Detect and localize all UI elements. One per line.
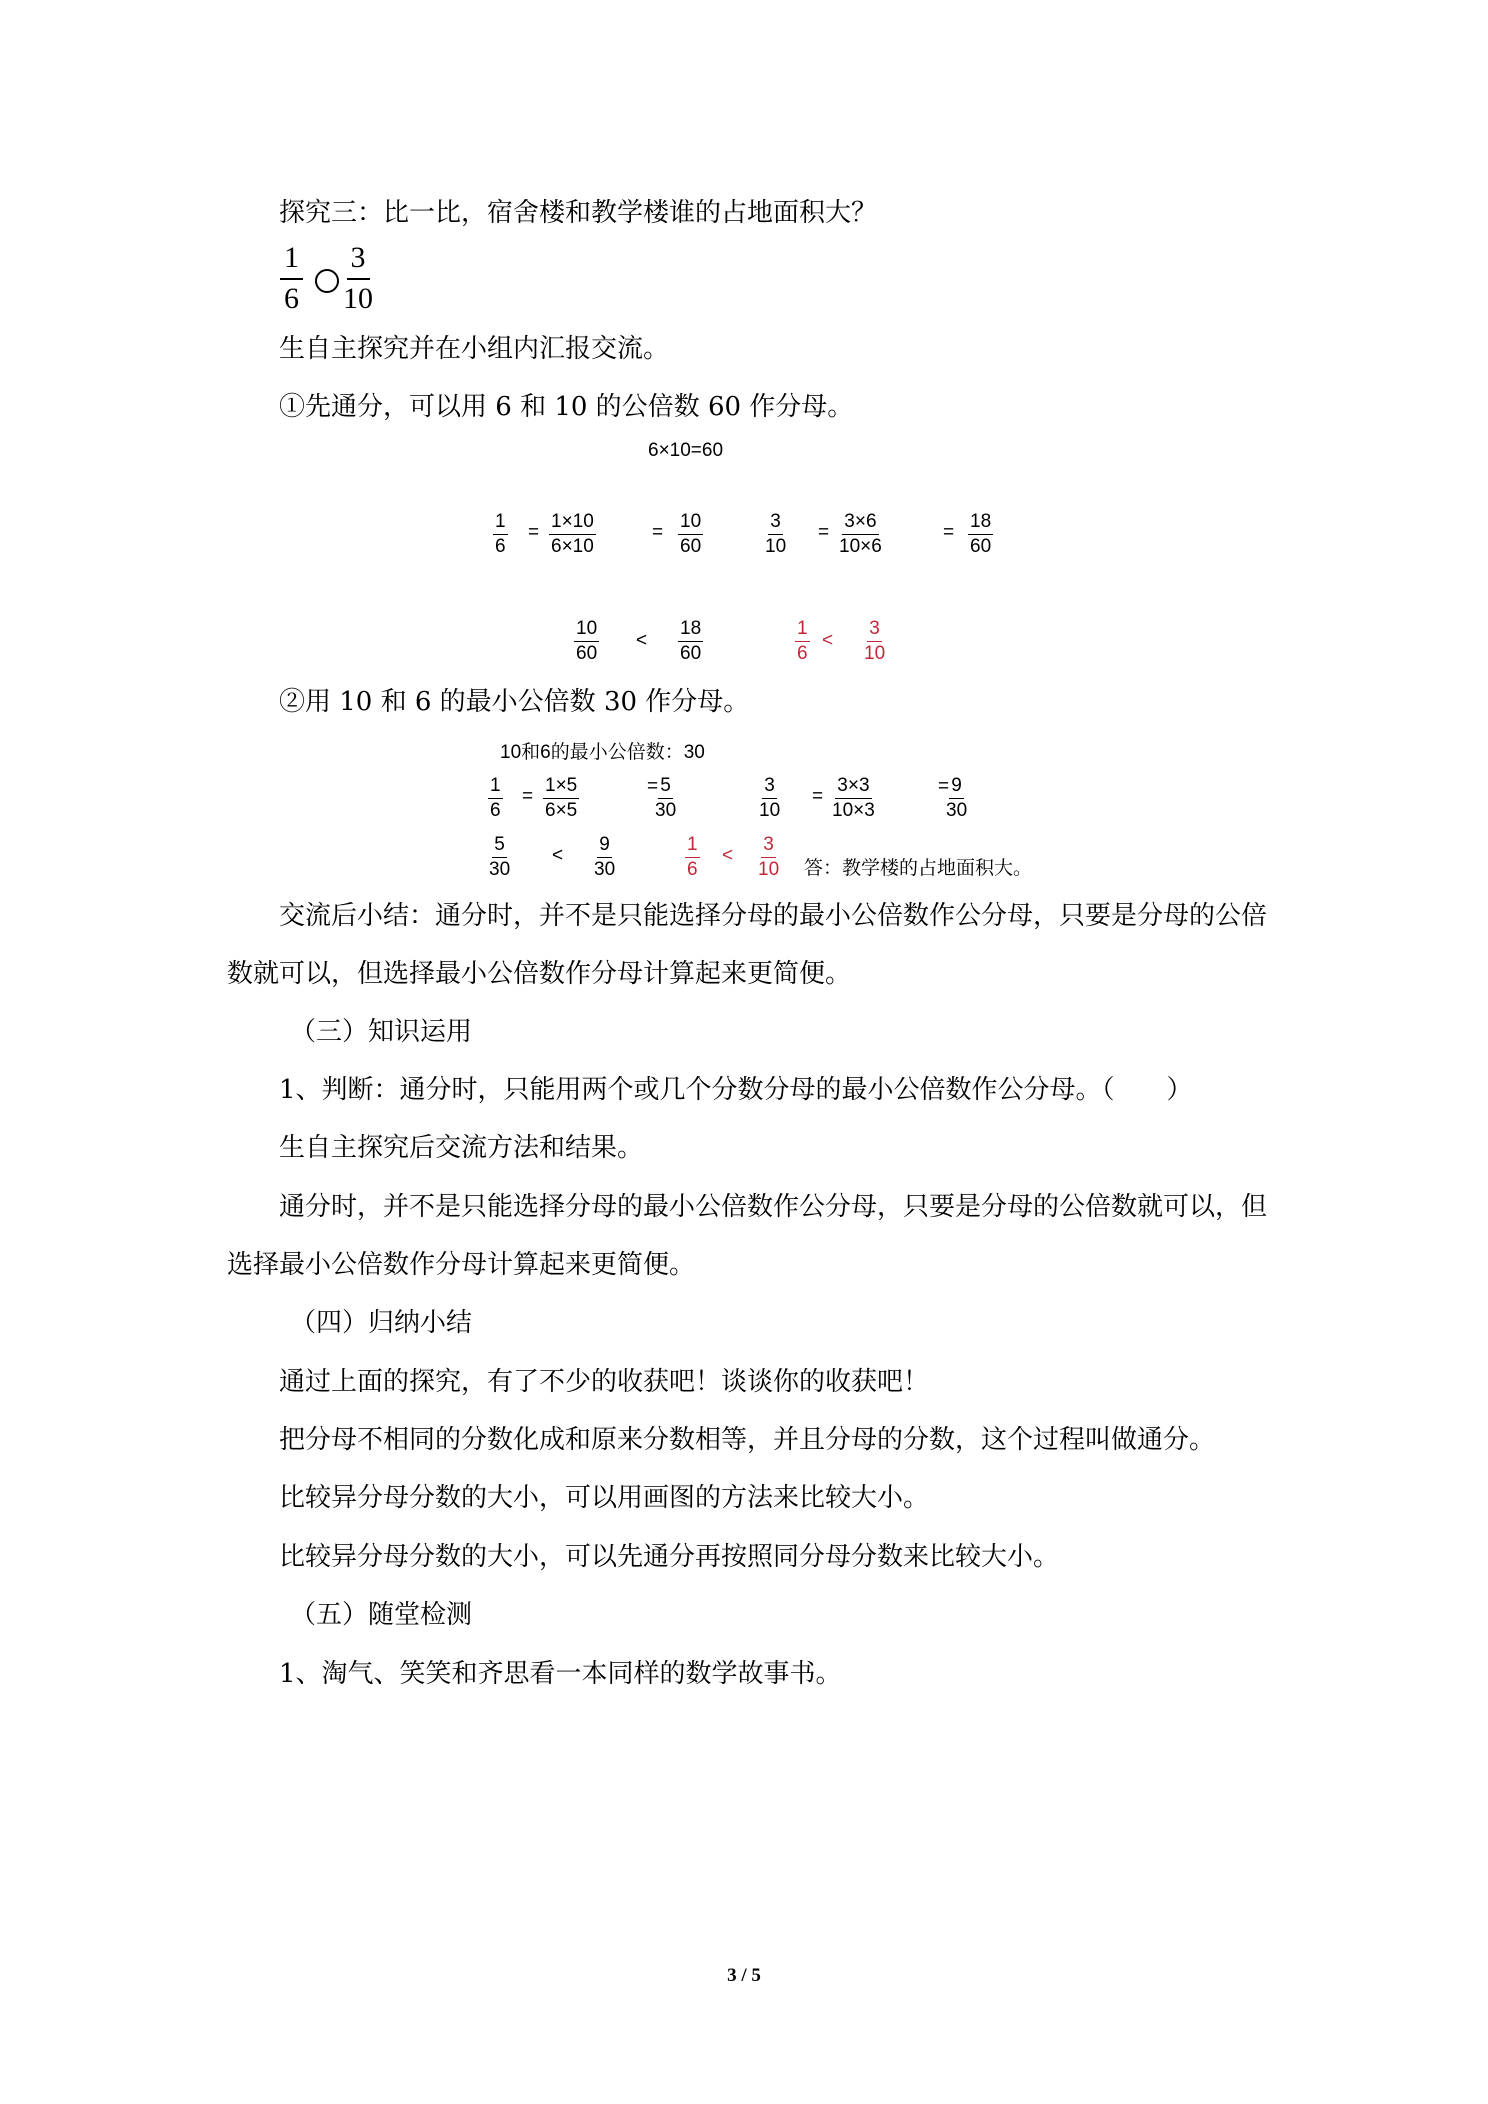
section-5-heading: （五）随堂检测	[290, 1600, 473, 1630]
m2-eq1-frac3: $\frac{5}{30}$	[655, 775, 677, 821]
m2-eq2-equals-a: =	[812, 786, 824, 807]
m1-cmp1-left: $\frac{10}{60}$	[576, 618, 598, 664]
compare-common-text: 比较异分母分数的大小，可以先通分再按照同分母分数来比较大小。	[279, 1542, 1060, 1572]
m1-eq1-equals-a: =	[528, 522, 540, 543]
comparison-circle-icon	[315, 269, 339, 293]
m2-eq1-frac1: $\frac{1}{6}$	[490, 775, 501, 821]
m1-product: 6×10=60	[648, 440, 724, 461]
m1-eq2-equals-b: =	[943, 522, 955, 543]
explore3-heading: 探究三：比一比，宿舍楼和教学楼谁的占地面积大？	[279, 198, 878, 228]
m1-eq2-frac2: $\frac{3\times 6}{10\times 6}$	[839, 511, 882, 557]
m2-cmp1-right: $\frac{9}{30}$	[594, 834, 616, 880]
summary-line-1: 交流后小结：通分时，并不是只能选择分母的最小公倍数作公分母，只要是分母的公倍	[279, 901, 1268, 931]
self-explore-text: 生自主探究并在小组内汇报交流。	[279, 334, 670, 364]
m2-cmp2-left: $\frac{1}{6}$	[687, 834, 698, 880]
m2-answer: 答：教学楼的占地面积大。	[804, 858, 1033, 879]
method2-text: ②用 10 和 6 的最小公倍数 30 作分母。	[279, 687, 750, 717]
m2-cmp2-right: $\frac{3}{10}$	[758, 834, 780, 880]
section-3-heading: （三）知识运用	[290, 1017, 473, 1047]
m2-eq2-equals-b: =	[938, 776, 950, 797]
m2-eq1-equals-a: =	[522, 786, 534, 807]
exchange-text: 生自主探究后交流方法和结果。	[279, 1133, 644, 1163]
test-question-1: 1、淘气、笑笑和齐思看一本同样的数学故事书。	[279, 1659, 842, 1689]
m2-lcm-label: 10和6的最小公倍数：30	[500, 742, 705, 763]
compare-fraction-b: $\frac{3}{10}$	[343, 241, 373, 315]
method1-text: ①先通分，可以用 6 和 10 的公倍数 60 作分母。	[279, 392, 854, 422]
m2-eq1-equals-b: =	[647, 776, 659, 797]
m2-eq2-frac2: $\frac{3\times 3}{10\times 3}$	[832, 775, 875, 821]
m1-cmp2-left: $\frac{1}{6}$	[797, 618, 808, 664]
definition-text: 把分母不相同的分数化成和原来分数相等，并且分母的分数，这个过程叫做通分。	[279, 1425, 1216, 1455]
m2-eq2-frac1: $\frac{3}{10}$	[759, 775, 781, 821]
m1-eq2-equals-a: =	[818, 522, 830, 543]
summary-line-2: 数就可以，但选择最小公倍数作分母计算起来更简便。	[227, 959, 852, 989]
m1-cmp2-right: $\frac{3}{10}$	[864, 618, 886, 664]
m1-eq2-frac1: $\frac{3}{10}$	[765, 511, 787, 557]
rule-line-1: 通分时，并不是只能选择分母的最小公倍数作公分母，只要是分母的公倍数就可以，但	[279, 1192, 1268, 1222]
m1-eq1-frac1: $\frac{1}{6}$	[495, 511, 506, 557]
m2-cmp1-left: $\frac{5}{30}$	[489, 834, 511, 880]
m1-eq1-equals-b: =	[652, 522, 664, 543]
m1-cmp2-op: <	[822, 630, 834, 651]
judge-question: 1、判断：通分时，只能用两个或几个分数分母的最小公倍数作公分母。（ ）	[279, 1075, 1193, 1105]
m1-eq1-frac3: $\frac{10}{60}$	[680, 511, 702, 557]
compare-drawing-text: 比较异分母分数的大小，可以用画图的方法来比较大小。	[279, 1483, 930, 1513]
page-number: 3 / 5	[727, 1965, 761, 1986]
m2-cmp1-op: <	[552, 845, 564, 866]
m1-eq1-frac2: $\frac{1\times 10}{6\times 10}$	[551, 511, 594, 557]
m1-cmp1-right: $\frac{18}{60}$	[680, 618, 702, 664]
m2-cmp2-op: <	[722, 845, 734, 866]
rule-line-2: 选择最小公倍数作分母计算起来更简便。	[227, 1250, 696, 1280]
m2-eq1-frac2: $\frac{1\times 5}{6\times 5}$	[545, 775, 578, 821]
m2-eq2-frac3: $\frac{9}{30}$	[946, 775, 968, 821]
section-4-heading: （四）归纳小结	[290, 1308, 473, 1338]
compare-fraction-a: $\frac{1}{6}$	[280, 240, 303, 317]
gain-text: 通过上面的探究，有了不少的收获吧！谈谈你的收获吧！	[279, 1367, 930, 1397]
m1-eq2-frac3: $\frac{18}{60}$	[970, 511, 992, 557]
m1-cmp1-op: <	[636, 630, 648, 651]
